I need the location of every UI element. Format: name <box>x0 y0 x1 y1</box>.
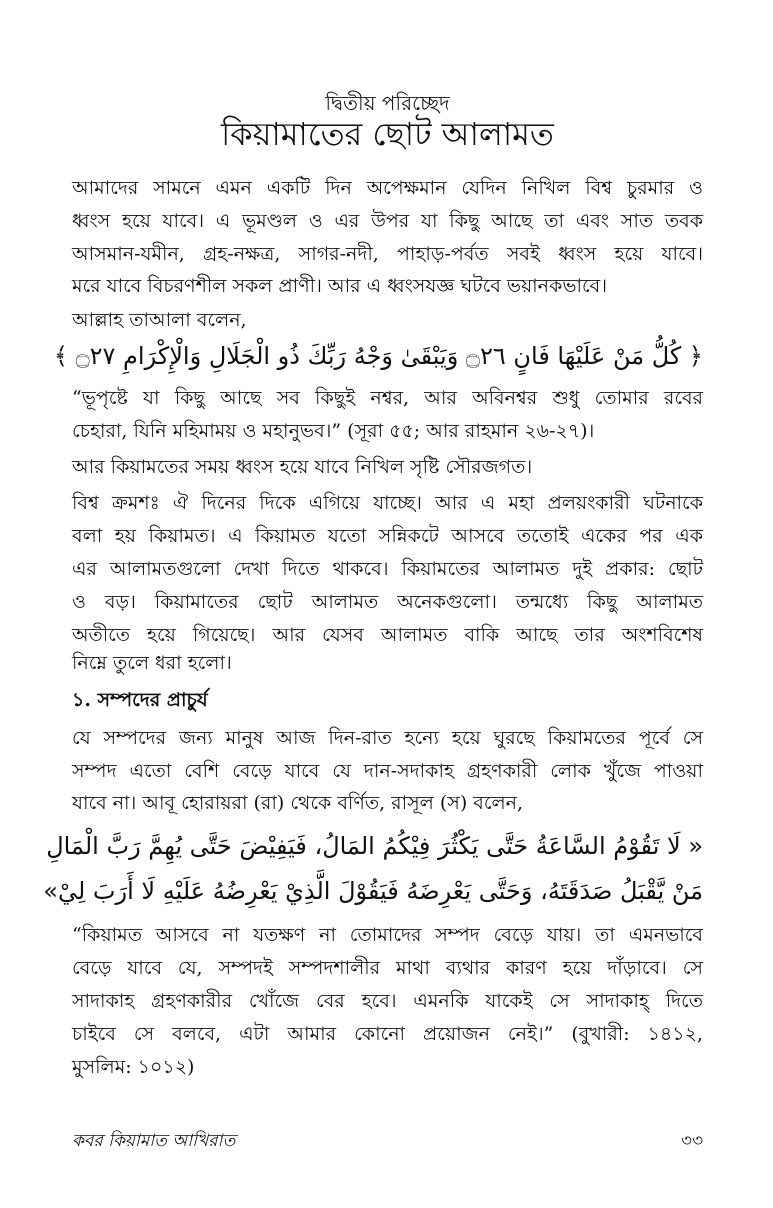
paragraph-line: আর কিয়ামতের সময় ধ্বংস হয়ে যাবে নিখিল সৃষ্টি সৌরজগত। <box>72 456 533 478</box>
paragraph-line: আমাদের সামনে এমন একটি দিন অপেক্ষমান যেদিন নিখিল বিশ্ব চুরমার ও <box>72 177 703 199</box>
paragraph-line: সম্পদ এতো বেশি বেড়ে যাবে যে দান-সদাকাহ গ্রহণকারী লোক খুঁজে পাওয়া <box>72 760 703 782</box>
chapter-title: কিয়ামাতের ছোট আলামত <box>221 115 554 153</box>
translation-line: চাইবে সে বলবে, এটা আমার কোনো প্রয়োজন নেই।” (বুখারী: ১৪১২, <box>72 1023 703 1045</box>
paragraph-line: আসমান-যমীন, গ্রহ-নক্ষত্র, সাগর-নদী, পাহাড়-পর্বত সবই ধ্বংস হয়ে যাবে। <box>72 243 703 265</box>
translation-line: “কিয়ামত আসবে না যতক্ষণ না তোমাদের সম্পদ বেড়ে যায়। তা এমনভাবে <box>72 924 703 946</box>
paragraph-line: যে সম্পদের জন্য মানুষ আজ দিন-রাত হন্যে হয়ে ঘুরছে কিয়ামতের পূর্বে সে <box>72 727 703 749</box>
paragraph-line: যাবে না। আবূ হোরায়রা (রা) থেকে বর্ণিত, রাসূল (স) বলেন, <box>72 792 524 814</box>
paragraph-line: অতীতে হয়ে গিয়েছে। আর যেসব আলামত বাকি আছে তার অংশবিশেষ <box>72 624 703 646</box>
section-heading: ১. সম্পদের প্রাচুর্য <box>72 689 208 711</box>
paragraph-line: ও বড়। কিয়ামাতের ছোট আলামত অনেকগুলো। তন্মধ্যে কিছু আলামত <box>72 591 703 613</box>
paragraph-line: ধ্বংস হয়ে যাবে। এ ভূমণ্ডল ও এর উপর যা কিছু আছে তা এবং সাত তবক <box>72 210 703 232</box>
quran-verse: ﴿ كُلُّ مَنْ عَلَيْهَا فَانٍ ۝٢٦ وَيَبْقَىٰ وَجْهُ رَبِّكَ ذُو الْجَلَالِ وَالْإِكْرَامِ ۝٢٧ ﴾ <box>53 342 703 370</box>
hadith-arabic-line: مَنْ يَّقْبَلُ صَدَقَتَهُ، وَحَتَّى يَعْرِضَهُ فَيَقُوْلَ الَّذِيْ يَعْرِضُهُ عَلَيْهِ لَا أَرَبَ لِيْ» <box>43 877 703 905</box>
chapter-label: দ্বিতীয় পরিচ্ছেদ <box>325 91 450 115</box>
footer-book-title: কবর কিয়ামাত আখিরাত <box>72 1131 236 1151</box>
hadith-arabic-line: « لَا تَقُوْمُ السَّاعَةُ حَتَّى يَكْثُرَ فِيْكُمُ المَالُ، فَيَفِيْضَ حَتَّى يُهِمَّ رَبَّ الْمَالِ <box>46 832 703 860</box>
paragraph-line: বলা হয় কিয়ামত। এ কিয়ামত যতো সন্নিকটে আসবে ততোই একের পর এক <box>72 525 703 547</box>
translation-line: “ভূপৃষ্টে যা কিছু আছে সব কিছুই নশ্বর, আর অবিনশ্বর শুধু তোমার রবের <box>72 387 703 409</box>
translation-line: সাদাকাহ গ্রহণকারীর খোঁজে বের হবে। এমনকি যাকেই সে সাদাকাহ্ দিতে <box>72 990 703 1012</box>
allah-says: আল্লাহ তাআলা বলেন, <box>72 309 247 331</box>
translation-line: মুসলিম: ১০১২) <box>72 1056 195 1078</box>
translation-line: বেড়ে যাবে যে, সম্পদই সম্পদশালীর মাথা ব্যথার কারণ হয়ে দাঁড়াবে। সে <box>72 957 703 979</box>
paragraph-line: মরে যাবে বিচরণশীল সকল প্রাণী। আর এ ধ্বংসযজ্ঞ ঘটবে ভয়ানকভাবে। <box>72 275 607 297</box>
translation-line: চেহারা, যিনি মহিমাময় ও মহানুভব।” (সূরা ৫৫; আর রাহমান ২৬-২৭)। <box>72 420 595 442</box>
paragraph-line: নিম্নে তুলে ধরা হলো। <box>72 652 232 674</box>
paragraph-line: এর আলামতগুলো দেখা দিতে থাকবে। কিয়ামতের আলামত দুই প্রকার: ছোট <box>72 558 703 580</box>
paragraph-line: বিশ্ব ক্রমশঃ ঐ দিনের দিকে এগিয়ে যাচ্ছে। আর এ মহা প্রলয়ংকারী ঘটনাকে <box>72 492 703 514</box>
footer-page-number: ৩৩ <box>680 1131 703 1151</box>
